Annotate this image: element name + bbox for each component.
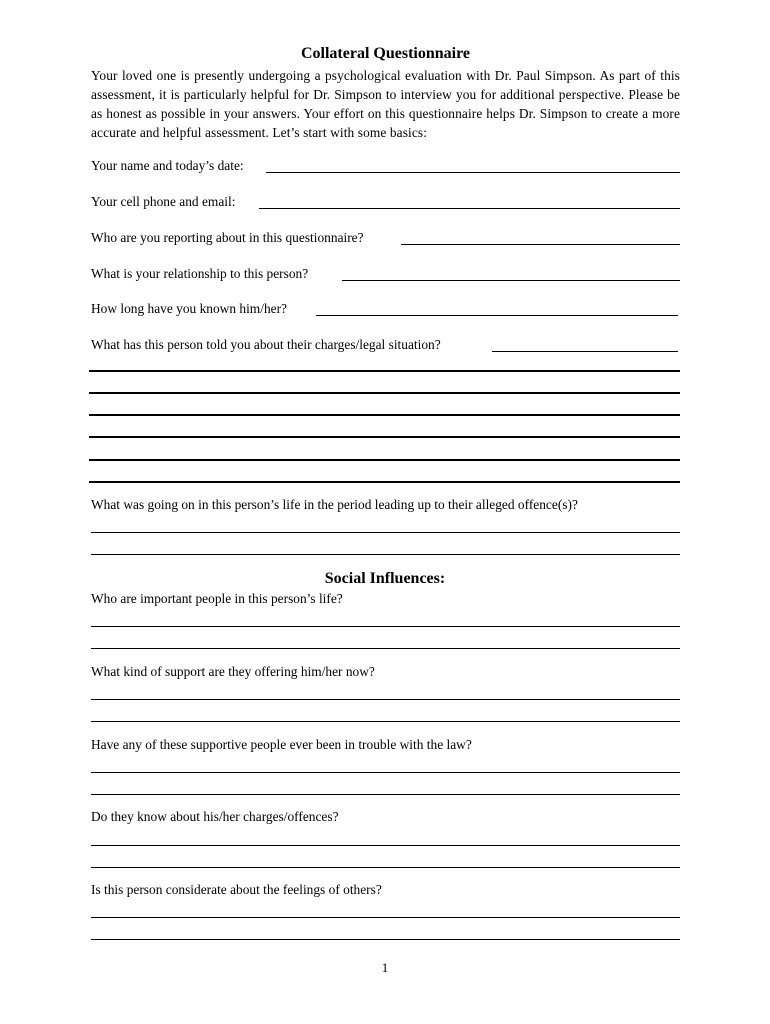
- answer-line[interactable]: [89, 436, 680, 438]
- answer-line[interactable]: [91, 721, 680, 722]
- answer-line[interactable]: [91, 917, 680, 918]
- question-label: What is your relationship to this person?: [91, 266, 309, 281]
- intro-paragraph: Your loved one is presently undergoing a psychological evaluation with Dr. Paul Simpson. As part of this assessment, it is particularly helpful for Dr. Simpson to interview you for additional perspective. Please be as honest as possible in your answers. Your effort on this questionnaire helps Dr. Simpson to create a more accurate and helpful assessment. Let’s start with some basics:: [91, 68, 680, 140]
- question-relationship: [91, 265, 680, 283]
- question-know-charges: [91, 808, 680, 826]
- questionnaire-page: [91, 44, 680, 142]
- answer-line[interactable]: [91, 699, 680, 700]
- section-heading-social-influences: Social Influences:: [324, 570, 446, 587]
- question-label: What kind of support are they offering him/her now?: [91, 664, 375, 679]
- question-offence-period: [91, 496, 680, 514]
- question-label: Do they know about his/her charges/offences?: [91, 809, 339, 824]
- question-label: How long have you known him/her?: [91, 301, 287, 316]
- answer-line-name-date[interactable]: [266, 172, 680, 173]
- answer-line[interactable]: [91, 648, 680, 649]
- answer-line-relationship[interactable]: [342, 280, 680, 281]
- answer-line[interactable]: [89, 370, 680, 372]
- answer-line[interactable]: [89, 414, 680, 416]
- question-considerate: [91, 881, 680, 899]
- question-label: What was going on in this person’s life in the period leading up to their alleged offence(s)?: [91, 497, 578, 512]
- answer-line[interactable]: [91, 845, 680, 846]
- question-name-date: [91, 157, 680, 175]
- question-important-people: [91, 590, 680, 608]
- answer-line[interactable]: [91, 626, 680, 627]
- answer-line[interactable]: [91, 867, 680, 868]
- question-label: Who are important people in this person’s life?: [91, 591, 343, 606]
- question-how-long: [91, 300, 678, 318]
- answer-line[interactable]: [91, 532, 680, 533]
- question-label: Your name and today’s date:: [91, 158, 244, 173]
- page-number: 1: [381, 960, 389, 975]
- question-phone-email: [91, 193, 680, 211]
- question-label: Your cell phone and email:: [91, 194, 236, 209]
- question-trouble-with-law: [91, 736, 680, 754]
- question-label: What has this person told you about their charges/legal situation?: [91, 337, 441, 352]
- answer-line[interactable]: [89, 459, 680, 461]
- answer-line-charges-legal[interactable]: [492, 351, 678, 352]
- document-title: Collateral Questionnaire: [300, 45, 471, 62]
- question-reporting-about: [91, 229, 680, 247]
- answer-line[interactable]: [91, 939, 680, 940]
- answer-line-phone-email[interactable]: [259, 208, 680, 209]
- answer-line-how-long[interactable]: [316, 315, 678, 316]
- question-charges-legal: [91, 336, 678, 354]
- answer-line[interactable]: [91, 794, 680, 795]
- answer-line-reporting-about[interactable]: [401, 244, 680, 245]
- question-label: Have any of these supportive people ever been in trouble with the law?: [91, 737, 472, 752]
- answer-line[interactable]: [89, 392, 680, 394]
- question-support: [91, 663, 680, 681]
- question-label: Who are you reporting about in this questionnaire?: [91, 230, 364, 245]
- answer-line[interactable]: [91, 772, 680, 773]
- question-label: Is this person considerate about the feelings of others?: [91, 882, 382, 897]
- answer-line[interactable]: [89, 481, 680, 483]
- answer-line[interactable]: [91, 554, 680, 555]
